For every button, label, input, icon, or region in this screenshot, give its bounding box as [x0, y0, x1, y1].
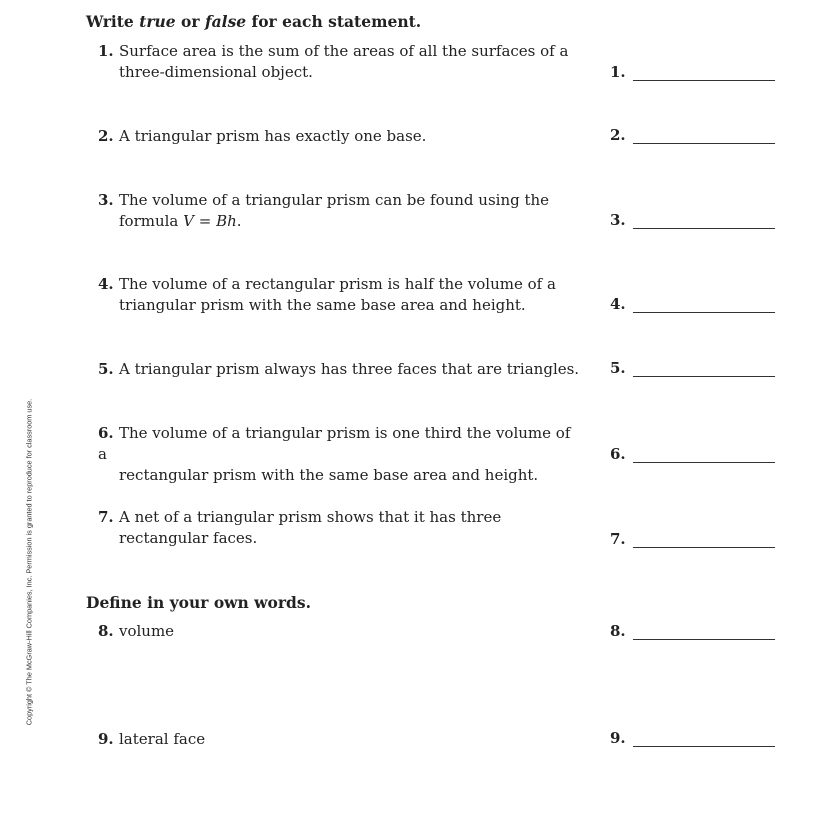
section-heading-define: Define in your own words.	[86, 593, 311, 612]
definition-8: 8. volume	[98, 622, 175, 640]
question-1: 1. Surface area is the sum of the areas of all the surfaces of a three-dimensional object.	[98, 42, 569, 81]
answer-3: 3.	[610, 211, 775, 229]
answer-5: 5.	[610, 359, 775, 377]
answer-blank-1[interactable]	[633, 66, 775, 81]
question-5: 5. A triangular prism always has three faces that are triangles.	[98, 360, 580, 378]
answer-blank-5[interactable]	[633, 362, 775, 377]
section-heading-true-false: Write true or false for each statement.	[86, 12, 422, 31]
answer-blank-9[interactable]	[633, 732, 775, 747]
answer-blank-4[interactable]	[633, 298, 775, 313]
answer-6: 6.	[610, 445, 775, 463]
copyright-text: Copyright © The McGraw-Hill Companies, Inc. Permission is granted to reproduce for classroom use.	[24, 398, 34, 726]
question-7: 7. A net of a triangular prism shows that it has three rectangular faces.	[98, 508, 502, 547]
answer-4: 4.	[610, 295, 775, 313]
answer-2: 2.	[610, 126, 775, 144]
answer-blank-3[interactable]	[633, 214, 775, 229]
answer-1: 1.	[610, 63, 775, 81]
question-4: 4. The volume of a rectangular prism is half the volume of a triangular prism with the same base area and height.	[98, 275, 556, 314]
question-6: 6. The volume of a triangular prism is one third the volume of a rectangular prism with the same base area and height.	[98, 424, 571, 484]
answer-blank-8[interactable]	[633, 625, 775, 640]
answer-7: 7.	[610, 530, 775, 548]
definition-9: 9. lateral face	[98, 730, 206, 748]
answer-blank-7[interactable]	[633, 533, 775, 548]
question-2: 2. A triangular prism has exactly one base.	[98, 127, 427, 145]
answer-blank-2[interactable]	[633, 129, 775, 144]
answer-9: 9.	[610, 729, 775, 747]
question-3: 3. The volume of a triangular prism can be found using the formula V = Bh.	[98, 191, 550, 230]
answer-8: 8.	[610, 622, 775, 640]
answer-blank-6[interactable]	[633, 448, 775, 463]
